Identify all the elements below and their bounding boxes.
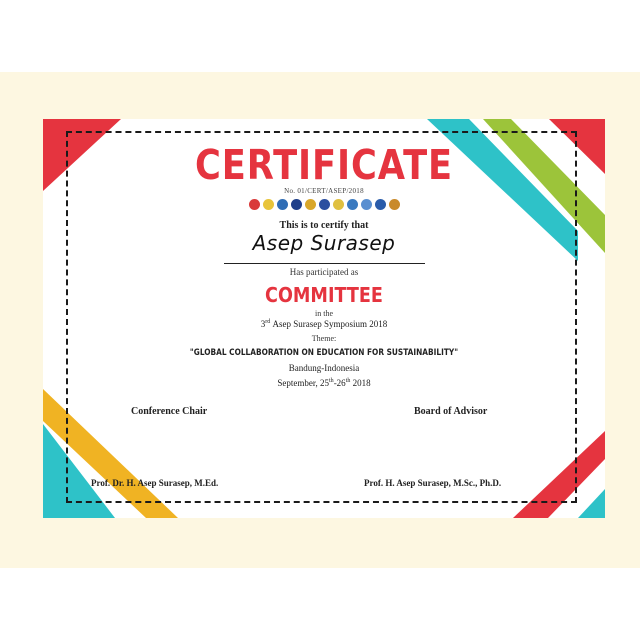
date-year: 2018: [350, 378, 371, 388]
certificate-title: CERTIFICATE: [195, 141, 453, 189]
event-date: [43, 378, 605, 388]
board-advisor-title: Board of Advisor: [414, 406, 488, 417]
recipient-name: Asep Surasep: [252, 231, 396, 255]
logo-3-icon: [277, 199, 288, 210]
logo-4-icon: [291, 199, 302, 210]
date-end: -26: [333, 378, 346, 388]
logo-7-icon: [333, 199, 344, 210]
logo-6-icon: [319, 199, 330, 210]
board-advisor-name: Prof. H. Asep Surasep, M.Sc., Ph.D.: [364, 478, 502, 488]
participated-text: Has participated as: [289, 267, 359, 277]
participant-role: COMMITTEE: [265, 283, 383, 307]
event-location: Bandung-Indonesia: [288, 363, 360, 373]
logo-1-icon: [249, 199, 260, 210]
recipient-underline: [224, 263, 425, 264]
logo-5-icon: [305, 199, 316, 210]
logo-8-icon: [347, 199, 358, 210]
date-start: September, 25: [277, 378, 330, 388]
certificate-number: No. 01/CERT/ASEP/2018: [284, 187, 364, 195]
logo-2-icon: [263, 199, 274, 210]
date-end-suffix: th: [345, 378, 351, 384]
event-ordinal: 3: [260, 319, 266, 329]
conference-chair-title: Conference Chair: [131, 406, 208, 417]
certify-statement: This is to certify that: [279, 220, 369, 231]
in-the-text: in the: [315, 309, 333, 318]
bottom-right-teal-triangle: [578, 489, 605, 518]
logo-11-icon: [389, 199, 400, 210]
date-start-suffix: th: [329, 378, 334, 384]
conference-chair-name: Prof. Dr. H. Asep Surasep, M.Ed.: [91, 478, 219, 488]
certificate-card: [43, 119, 605, 518]
logo-10-icon: [375, 199, 386, 210]
event-title: Asep Surasep Symposium 2018: [272, 319, 388, 329]
logo-9-icon: [361, 199, 372, 210]
sponsor-logos: [43, 199, 605, 210]
event-ordinal-suffix: rd: [265, 319, 271, 325]
theme-text: "GLOBAL COLLABORATION ON EDUCATION FOR SUSTAINABILITY": [189, 348, 459, 358]
event-name: [43, 319, 605, 329]
theme-label: Theme:: [311, 334, 337, 343]
